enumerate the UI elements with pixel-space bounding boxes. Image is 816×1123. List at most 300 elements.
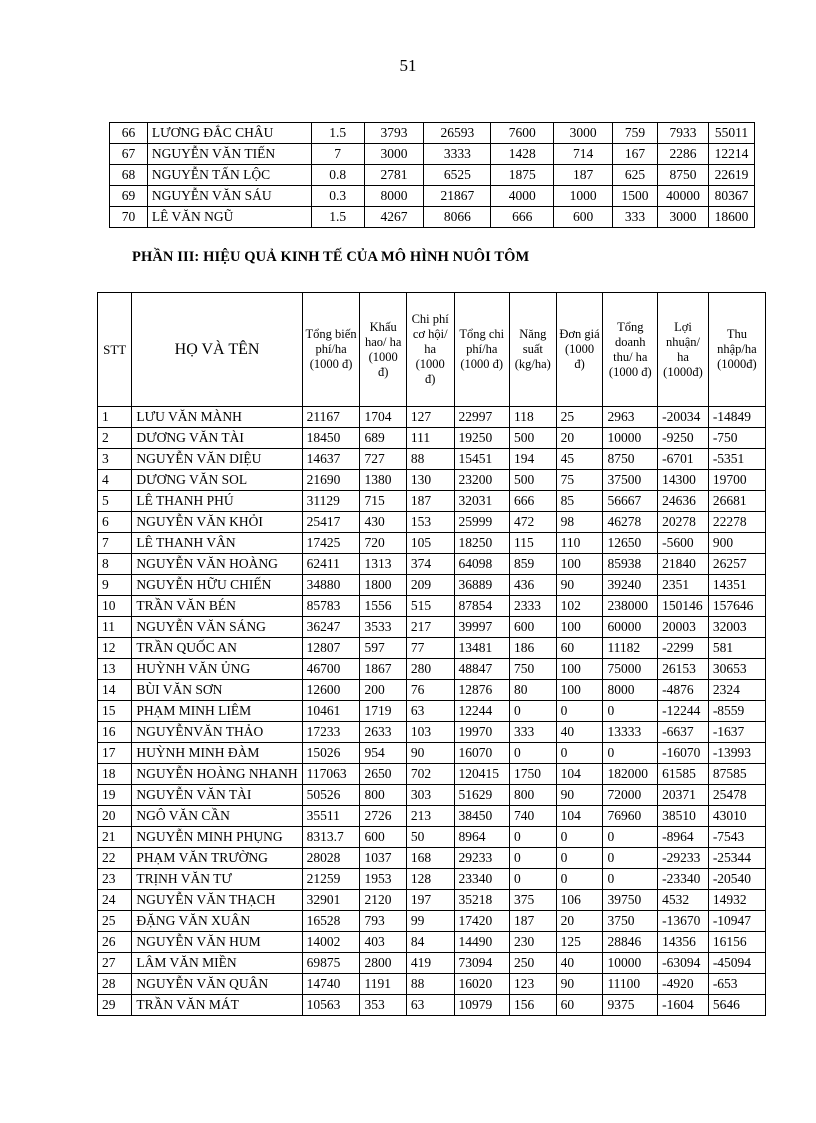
table-row xyxy=(98,932,766,953)
table-cell: 80 xyxy=(510,680,557,701)
table-cell: 102 xyxy=(556,596,603,617)
table-cell: 103 xyxy=(406,722,454,743)
table-row xyxy=(98,890,766,911)
table-cell: -25344 xyxy=(708,848,765,869)
table-cell: 85783 xyxy=(302,596,360,617)
table-cell: 12600 xyxy=(302,680,360,701)
table-cell: 21690 xyxy=(302,470,360,491)
table-cell: 80367 xyxy=(708,186,754,207)
table-cell: 2333 xyxy=(510,596,557,617)
table-cell: 1.5 xyxy=(311,123,364,144)
table-cell: 1.5 xyxy=(311,207,364,228)
table-cell: 720 xyxy=(360,533,406,554)
table-cell: 60 xyxy=(556,638,603,659)
table-cell: -7543 xyxy=(708,827,765,848)
table-cell: 6 xyxy=(98,512,132,533)
table-cell: 100 xyxy=(556,617,603,638)
table-row xyxy=(98,638,766,659)
table-cell: 7 xyxy=(311,144,364,165)
table-cell: 500 xyxy=(510,428,557,449)
table-cell: 280 xyxy=(406,659,454,680)
table-row xyxy=(110,165,755,186)
name-cell: NGUYỄN HỮU CHIẾN xyxy=(132,575,302,596)
name-cell: NGÔ VĂN CẦN xyxy=(132,806,302,827)
table-cell: 75000 xyxy=(603,659,658,680)
table-cell: 8 xyxy=(98,554,132,575)
table-cell: 715 xyxy=(360,491,406,512)
table-cell: 88 xyxy=(406,974,454,995)
section-title: PHẦN III: HIỆU QUẢ KINH TẾ CỦA MÔ HÌNH NUÔI TÔM xyxy=(132,249,530,265)
table-cell: 127 xyxy=(406,407,454,428)
name-cell: LƯU VĂN MÀNH xyxy=(132,407,302,428)
table-cell: 69875 xyxy=(302,953,360,974)
name-cell: LÂM VĂN MIỀN xyxy=(132,953,302,974)
table-cell: 0 xyxy=(556,701,603,722)
table-cell: 18 xyxy=(98,764,132,785)
table-cell: 90 xyxy=(556,575,603,596)
name-cell: PHẠM MINH LIÊM xyxy=(132,701,302,722)
table-cell: 419 xyxy=(406,953,454,974)
table-cell: 117063 xyxy=(302,764,360,785)
table-cell: 13481 xyxy=(454,638,510,659)
table-row xyxy=(98,407,766,428)
header-total-revenue: Tổng doanh thu/ ha (1000 đ) xyxy=(603,293,658,407)
table-cell: 90 xyxy=(406,743,454,764)
table-cell: 15026 xyxy=(302,743,360,764)
table-cell: 14351 xyxy=(708,575,765,596)
name-cell: NGUYỄN VĂN THẠCH xyxy=(132,890,302,911)
table-cell: 100 xyxy=(556,680,603,701)
table-cell: 120415 xyxy=(454,764,510,785)
table-cell: -5600 xyxy=(658,533,709,554)
table-row xyxy=(98,785,766,806)
name-cell: NGUYỄN VĂN SÁNG xyxy=(132,617,302,638)
table-cell: 19700 xyxy=(708,470,765,491)
header-unit-price: Đơn giá (1000 đ) xyxy=(556,293,603,407)
table-row xyxy=(98,995,766,1016)
table-cell: 6525 xyxy=(424,165,491,186)
table-cell: 2633 xyxy=(360,722,406,743)
table-cell: 26 xyxy=(98,932,132,953)
table-cell: 186 xyxy=(510,638,557,659)
table-cell: 238000 xyxy=(603,596,658,617)
table-cell: 353 xyxy=(360,995,406,1016)
name-cell: NGUYỄN VĂN QUÂN xyxy=(132,974,302,995)
table-cell: 0 xyxy=(510,848,557,869)
table-row xyxy=(98,470,766,491)
table-cell: -1604 xyxy=(658,995,709,1016)
table-cell: 66 xyxy=(110,123,148,144)
table-cell: 40 xyxy=(556,722,603,743)
table-cell: 168 xyxy=(406,848,454,869)
table-cell: 213 xyxy=(406,806,454,827)
table-cell: 22 xyxy=(98,848,132,869)
table-cell: 25 xyxy=(98,911,132,932)
table-cell: 800 xyxy=(510,785,557,806)
table-cell: 118 xyxy=(510,407,557,428)
table-cell: -653 xyxy=(708,974,765,995)
table-cell: 25478 xyxy=(708,785,765,806)
table-cell: 25 xyxy=(556,407,603,428)
table-row xyxy=(98,722,766,743)
table-row xyxy=(98,806,766,827)
table-cell: 436 xyxy=(510,575,557,596)
table-cell: 99 xyxy=(406,911,454,932)
table-cell: 666 xyxy=(491,207,554,228)
table-cell: 333 xyxy=(510,722,557,743)
table-cell: 10563 xyxy=(302,995,360,1016)
table-cell: -45094 xyxy=(708,953,765,974)
table-cell: 50 xyxy=(406,827,454,848)
table-cell: 9 xyxy=(98,575,132,596)
table-cell: 63 xyxy=(406,701,454,722)
table-cell: 12244 xyxy=(454,701,510,722)
table-cell: 51629 xyxy=(454,785,510,806)
table-cell: 14356 xyxy=(658,932,709,953)
table-cell: 128 xyxy=(406,869,454,890)
table-cell: 12807 xyxy=(302,638,360,659)
table-cell: 1953 xyxy=(360,869,406,890)
table-cell: 3000 xyxy=(658,207,709,228)
table-cell: 8066 xyxy=(424,207,491,228)
table-cell: 19 xyxy=(98,785,132,806)
table-cell: 197 xyxy=(406,890,454,911)
table-cell: 24 xyxy=(98,890,132,911)
table-cell: 625 xyxy=(613,165,658,186)
header-name: HỌ VÀ TÊN xyxy=(132,293,302,407)
table-cell: 39997 xyxy=(454,617,510,638)
table-cell: 153 xyxy=(406,512,454,533)
table-cell: 50526 xyxy=(302,785,360,806)
header-profit: Lợi nhuận/ ha (1000đ) xyxy=(658,293,709,407)
table-row xyxy=(98,953,766,974)
table-cell: 954 xyxy=(360,743,406,764)
table-cell: -750 xyxy=(708,428,765,449)
table-cell: 87585 xyxy=(708,764,765,785)
table-cell: 0 xyxy=(510,743,557,764)
table-cell: 150146 xyxy=(658,596,709,617)
table-cell: 20003 xyxy=(658,617,709,638)
table-cell: 125 xyxy=(556,932,603,953)
table-cell: 4267 xyxy=(364,207,424,228)
table-cell: 25999 xyxy=(454,512,510,533)
table-cell: 200 xyxy=(360,680,406,701)
table-cell: 0 xyxy=(510,701,557,722)
table-cell: 29 xyxy=(98,995,132,1016)
table-cell: 14740 xyxy=(302,974,360,995)
table-cell: 1875 xyxy=(491,165,554,186)
name-cell: LÊ THANH VÂN xyxy=(132,533,302,554)
table-cell: 250 xyxy=(510,953,557,974)
table-cell: -23340 xyxy=(658,869,709,890)
table-cell: 20 xyxy=(556,911,603,932)
table-cell: 130 xyxy=(406,470,454,491)
table-cell: 8750 xyxy=(603,449,658,470)
table-cell: 8964 xyxy=(454,827,510,848)
table-row xyxy=(110,186,755,207)
table-cell: 21259 xyxy=(302,869,360,890)
table-cell: 73094 xyxy=(454,953,510,974)
table-cell: 2650 xyxy=(360,764,406,785)
table-cell: 35511 xyxy=(302,806,360,827)
table-row xyxy=(110,144,755,165)
table-cell: 45 xyxy=(556,449,603,470)
table-cell: 187 xyxy=(510,911,557,932)
table-cell: 22278 xyxy=(708,512,765,533)
table-cell: 19250 xyxy=(454,428,510,449)
table-cell: 110 xyxy=(556,533,603,554)
table-cell: 182000 xyxy=(603,764,658,785)
table-cell: -14849 xyxy=(708,407,765,428)
table-cell: 600 xyxy=(510,617,557,638)
table-cell: 4000 xyxy=(491,186,554,207)
table-row xyxy=(98,848,766,869)
name-cell: NGUYỄN MINH PHỤNG xyxy=(132,827,302,848)
table-cell: -2299 xyxy=(658,638,709,659)
table-row xyxy=(98,974,766,995)
table-cell: 10979 xyxy=(454,995,510,1016)
table-cell: 167 xyxy=(613,144,658,165)
table-row xyxy=(110,123,755,144)
table-cell: 2 xyxy=(98,428,132,449)
table-cell: 12 xyxy=(98,638,132,659)
table-cell: 11100 xyxy=(603,974,658,995)
table-cell: 39750 xyxy=(603,890,658,911)
table-cell: 1380 xyxy=(360,470,406,491)
table-cell: 100 xyxy=(556,659,603,680)
header-total-cost: Tổng chi phí/ha (1000 đ) xyxy=(454,293,510,407)
name-cell: TRẦN VĂN MÁT xyxy=(132,995,302,1016)
table-cell: 7 xyxy=(98,533,132,554)
table-cell: 32003 xyxy=(708,617,765,638)
table-cell: 70 xyxy=(110,207,148,228)
table-cell: 64098 xyxy=(454,554,510,575)
table-cell: 105 xyxy=(406,533,454,554)
table-cell: 600 xyxy=(360,827,406,848)
table-cell: 100 xyxy=(556,554,603,575)
table-cell: 76960 xyxy=(603,806,658,827)
table-cell: 375 xyxy=(510,890,557,911)
table-cell: 35218 xyxy=(454,890,510,911)
table-cell: 38510 xyxy=(658,806,709,827)
table-cell: 32031 xyxy=(454,491,510,512)
table-cell: -20540 xyxy=(708,869,765,890)
table-cell: -20034 xyxy=(658,407,709,428)
table-cell: 55011 xyxy=(708,123,754,144)
table-cell: 39240 xyxy=(603,575,658,596)
table-cell: 2324 xyxy=(708,680,765,701)
table-cell: 104 xyxy=(556,764,603,785)
table-row xyxy=(98,554,766,575)
name-cell: LƯƠNG ĐẮC CHÂU xyxy=(147,123,311,144)
table-cell: 31129 xyxy=(302,491,360,512)
header-opportunity-cost: Chi phí cơ hội/ ha (1000 đ) xyxy=(406,293,454,407)
table-cell: 63 xyxy=(406,995,454,1016)
table-row xyxy=(98,617,766,638)
table-cell: 1556 xyxy=(360,596,406,617)
table-cell: 793 xyxy=(360,911,406,932)
table-cell: 13 xyxy=(98,659,132,680)
table-cell: 3750 xyxy=(603,911,658,932)
name-cell: DƯƠNG VĂN SOL xyxy=(132,470,302,491)
name-cell: DƯƠNG VĂN TÀI xyxy=(132,428,302,449)
table-cell: 43010 xyxy=(708,806,765,827)
table-cell: 18250 xyxy=(454,533,510,554)
table-cell: -6637 xyxy=(658,722,709,743)
table-cell: 28028 xyxy=(302,848,360,869)
table-row xyxy=(98,743,766,764)
table-cell: 17420 xyxy=(454,911,510,932)
table-cell: 23200 xyxy=(454,470,510,491)
table-cell: -1637 xyxy=(708,722,765,743)
table-cell: 1704 xyxy=(360,407,406,428)
name-cell: NGUYỄN VĂN SÁU xyxy=(147,186,311,207)
table-cell: 230 xyxy=(510,932,557,953)
table-cell: 104 xyxy=(556,806,603,827)
table-cell: 1867 xyxy=(360,659,406,680)
table-cell: 10461 xyxy=(302,701,360,722)
table-cell: 1428 xyxy=(491,144,554,165)
table-cell: 20 xyxy=(98,806,132,827)
table-row xyxy=(98,575,766,596)
table-cell: 75 xyxy=(556,470,603,491)
table-cell: 22997 xyxy=(454,407,510,428)
shrimp-economics-table xyxy=(97,292,766,1016)
table-cell: 90 xyxy=(556,974,603,995)
table-cell: 12650 xyxy=(603,533,658,554)
table-cell: 77 xyxy=(406,638,454,659)
table-cell: -63094 xyxy=(658,953,709,974)
table-cell: 8313.7 xyxy=(302,827,360,848)
table-cell: 333 xyxy=(613,207,658,228)
table-cell: 11 xyxy=(98,617,132,638)
table-cell: 20371 xyxy=(658,785,709,806)
table-cell: 28 xyxy=(98,974,132,995)
table-row xyxy=(98,512,766,533)
table-cell: 16528 xyxy=(302,911,360,932)
table-cell: 0 xyxy=(556,869,603,890)
table-cell: 3533 xyxy=(360,617,406,638)
table-cell: 36889 xyxy=(454,575,510,596)
table-cell: -8559 xyxy=(708,701,765,722)
table-cell: 19970 xyxy=(454,722,510,743)
table-cell: 32901 xyxy=(302,890,360,911)
table-cell: 194 xyxy=(510,449,557,470)
table-cell: 403 xyxy=(360,932,406,953)
table-row xyxy=(98,764,766,785)
table-cell: 157646 xyxy=(708,596,765,617)
table-cell: 727 xyxy=(360,449,406,470)
table-cell: 60 xyxy=(556,995,603,1016)
table-cell: 12876 xyxy=(454,680,510,701)
table-cell: 28846 xyxy=(603,932,658,953)
table-cell: 1037 xyxy=(360,848,406,869)
table-cell: 14932 xyxy=(708,890,765,911)
table-cell: 374 xyxy=(406,554,454,575)
table-cell: 25417 xyxy=(302,512,360,533)
table-cell: 15451 xyxy=(454,449,510,470)
table-cell: 10 xyxy=(98,596,132,617)
header-income: Thu nhập/ha (1000đ) xyxy=(708,293,765,407)
table-cell: 88 xyxy=(406,449,454,470)
table-cell: 30653 xyxy=(708,659,765,680)
table-cell: 7600 xyxy=(491,123,554,144)
name-cell: HUỲNH VĂN ỦNG xyxy=(132,659,302,680)
table-cell: 10000 xyxy=(603,953,658,974)
table-cell: 2726 xyxy=(360,806,406,827)
table-cell: 1313 xyxy=(360,554,406,575)
table-cell: 515 xyxy=(406,596,454,617)
table-cell: 60000 xyxy=(603,617,658,638)
table-cell: 0 xyxy=(603,743,658,764)
table-cell: -29233 xyxy=(658,848,709,869)
table-cell: -13993 xyxy=(708,743,765,764)
table-cell: 12214 xyxy=(708,144,754,165)
table-cell: 26681 xyxy=(708,491,765,512)
table-cell: 10000 xyxy=(603,428,658,449)
table-cell: 900 xyxy=(708,533,765,554)
table-cell: 20278 xyxy=(658,512,709,533)
table-cell: 0 xyxy=(510,869,557,890)
table-cell: 1 xyxy=(98,407,132,428)
table-cell: 123 xyxy=(510,974,557,995)
header-yield: Năng suất (kg/ha) xyxy=(510,293,557,407)
table-cell: 8000 xyxy=(603,680,658,701)
table-cell: 2781 xyxy=(364,165,424,186)
table-cell: 36247 xyxy=(302,617,360,638)
table-cell: 106 xyxy=(556,890,603,911)
table-cell: 500 xyxy=(510,470,557,491)
table-row xyxy=(98,680,766,701)
table-cell: 0 xyxy=(556,848,603,869)
table-cell: 581 xyxy=(708,638,765,659)
header-depreciation: Khấu hao/ ha (1000 đ) xyxy=(360,293,406,407)
table-cell: 14637 xyxy=(302,449,360,470)
table-cell: -12244 xyxy=(658,701,709,722)
table-cell: 21840 xyxy=(658,554,709,575)
table-cell: 17233 xyxy=(302,722,360,743)
table-cell: 0.3 xyxy=(311,186,364,207)
table-cell: 76 xyxy=(406,680,454,701)
table-cell: 1500 xyxy=(613,186,658,207)
table-cell: 1800 xyxy=(360,575,406,596)
table-cell: 29233 xyxy=(454,848,510,869)
table-cell: 40000 xyxy=(658,186,709,207)
table-cell: -9250 xyxy=(658,428,709,449)
table-cell: 21167 xyxy=(302,407,360,428)
table-cell: 0 xyxy=(603,827,658,848)
table-cell: 714 xyxy=(554,144,613,165)
table-cell: 740 xyxy=(510,806,557,827)
table-cell: 209 xyxy=(406,575,454,596)
table-cell: 111 xyxy=(406,428,454,449)
table-cell: 22619 xyxy=(708,165,754,186)
name-cell: PHẠM VĂN TRƯỜNG xyxy=(132,848,302,869)
name-cell: TRẦN VĂN BÉN xyxy=(132,596,302,617)
table-cell: 26593 xyxy=(424,123,491,144)
table-cell: -6701 xyxy=(658,449,709,470)
table-cell: 4532 xyxy=(658,890,709,911)
table-row xyxy=(98,428,766,449)
table-cell: 115 xyxy=(510,533,557,554)
table-cell: 303 xyxy=(406,785,454,806)
table-cell: 98 xyxy=(556,512,603,533)
header-variable-cost: Tổng biến phí/ha (1000 đ) xyxy=(302,293,360,407)
table-cell: -4920 xyxy=(658,974,709,995)
table-cell: 0 xyxy=(556,827,603,848)
name-cell: NGUYỄN TẤN LỘC xyxy=(147,165,311,186)
table-cell: 666 xyxy=(510,491,557,512)
